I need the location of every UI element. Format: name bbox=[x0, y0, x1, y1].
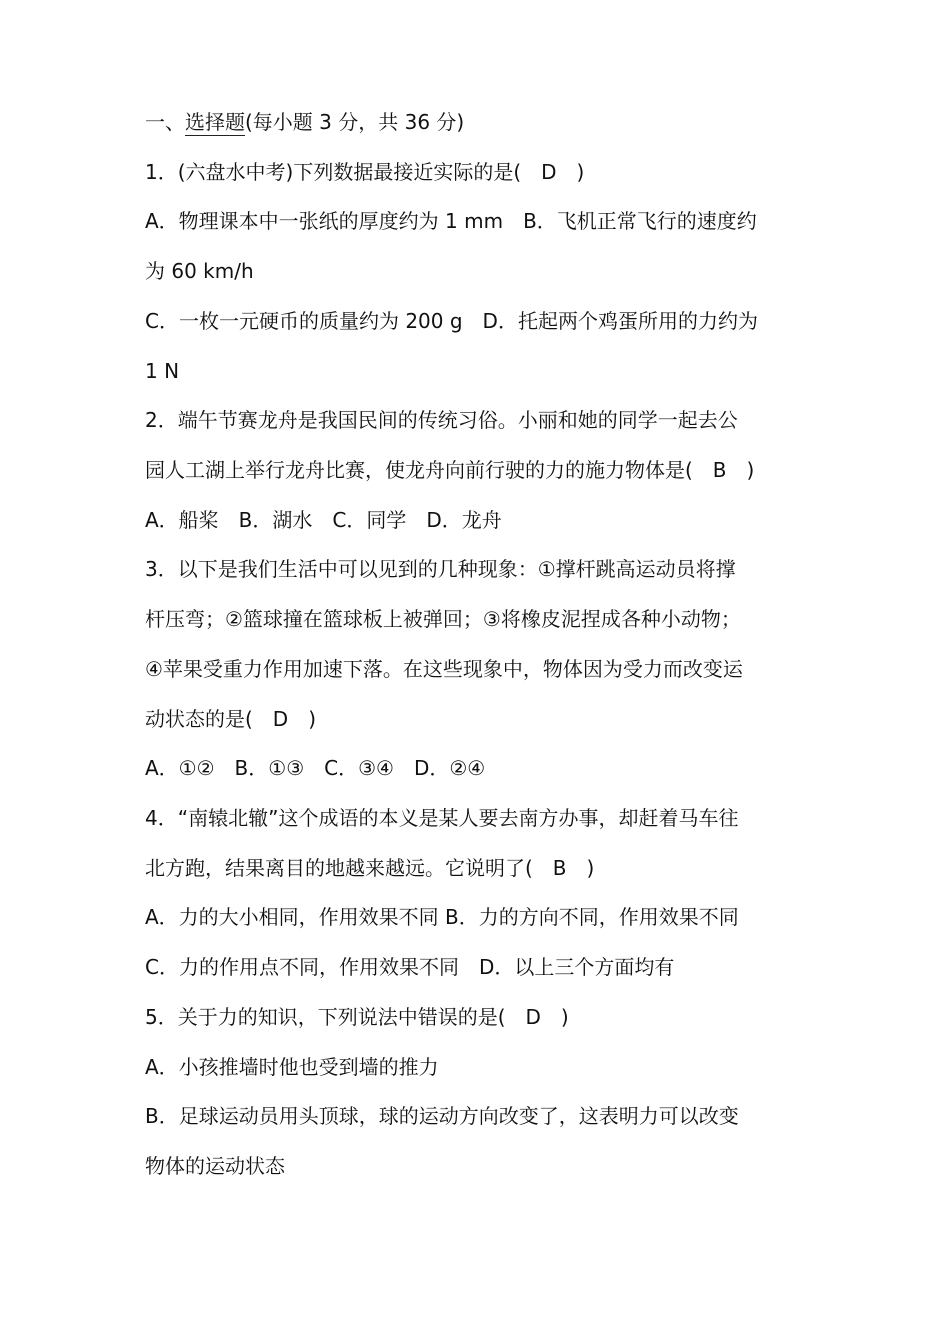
question-1-options-ab-cont: 为 60 km/h bbox=[145, 259, 254, 283]
question-4-options-cd: C．力的作用点不同，作用效果不同 D．以上三个方面均有 bbox=[145, 955, 675, 979]
question-4-stem: 4．“南辕北辙”这个成语的本义是某人要去南方办事，却赶着马车往 bbox=[145, 806, 739, 830]
question-1-options-cd-cont: 1 N bbox=[145, 359, 180, 383]
question-5-option-a: A．小孩推墙时他也受到墙的推力 bbox=[145, 1055, 439, 1079]
question-3-stem-cont-1: 杆压弯；②篮球撞在篮球板上被弹回；③将橡皮泥捏成各种小动物； bbox=[145, 607, 741, 631]
question-2-options: A．船桨 B．湖水 C．同学 D．龙舟 bbox=[145, 508, 502, 532]
section-prefix: 一、 bbox=[145, 110, 185, 134]
question-5-option-b-cont: 物体的运动状态 bbox=[145, 1154, 285, 1178]
section-heading bbox=[145, 109, 845, 135]
section-title-underlined: 选择题 bbox=[185, 110, 245, 134]
question-2-stem: 2．端午节赛龙舟是我国民间的传统习俗。小丽和她的同学一起去公 bbox=[145, 408, 738, 432]
question-3-options: A．①② B．①③ C．③④ D．②④ bbox=[145, 756, 486, 780]
question-3-stem: 3．以下是我们生活中可以见到的几种现象：①撑杆跳高运动员将撑 bbox=[145, 557, 736, 581]
question-1-options-ab: A．物理课本中一张纸的厚度约为 1 mm B．飞机正常飞行的速度约 bbox=[145, 209, 757, 233]
question-5-option-b: B．足球运动员用头顶球，球的运动方向改变了，这表明力可以改变 bbox=[145, 1104, 739, 1128]
question-4-stem-cont: 北方跑，结果离目的地越来越远。它说明了( B ) bbox=[145, 856, 595, 880]
question-3-stem-cont-3: 动状态的是( D ) bbox=[145, 707, 317, 731]
question-1-options-cd: C．一枚一元硬币的质量约为 200 g D．托起两个鸡蛋所用的力约为 bbox=[145, 309, 758, 333]
question-4-options-ab: A．力的大小相同，作用效果不同 B．力的方向不同，作用效果不同 bbox=[145, 905, 739, 929]
section-scoring: (每小题 3 分，共 36 分) bbox=[245, 110, 465, 134]
question-1-stem: 1．(六盘水中考)下列数据最接近实际的是( D ) bbox=[145, 160, 585, 184]
question-5-stem: 5．关于力的知识，下列说法中错误的是( D ) bbox=[145, 1005, 569, 1029]
question-2-stem-cont: 园人工湖上举行龙舟比赛，使龙舟向前行驶的力的施力物体是( B ) bbox=[145, 458, 755, 482]
question-3-stem-cont-2: ④苹果受重力作用加速下落。在这些现象中，物体因为受力而改变运 bbox=[145, 657, 743, 681]
